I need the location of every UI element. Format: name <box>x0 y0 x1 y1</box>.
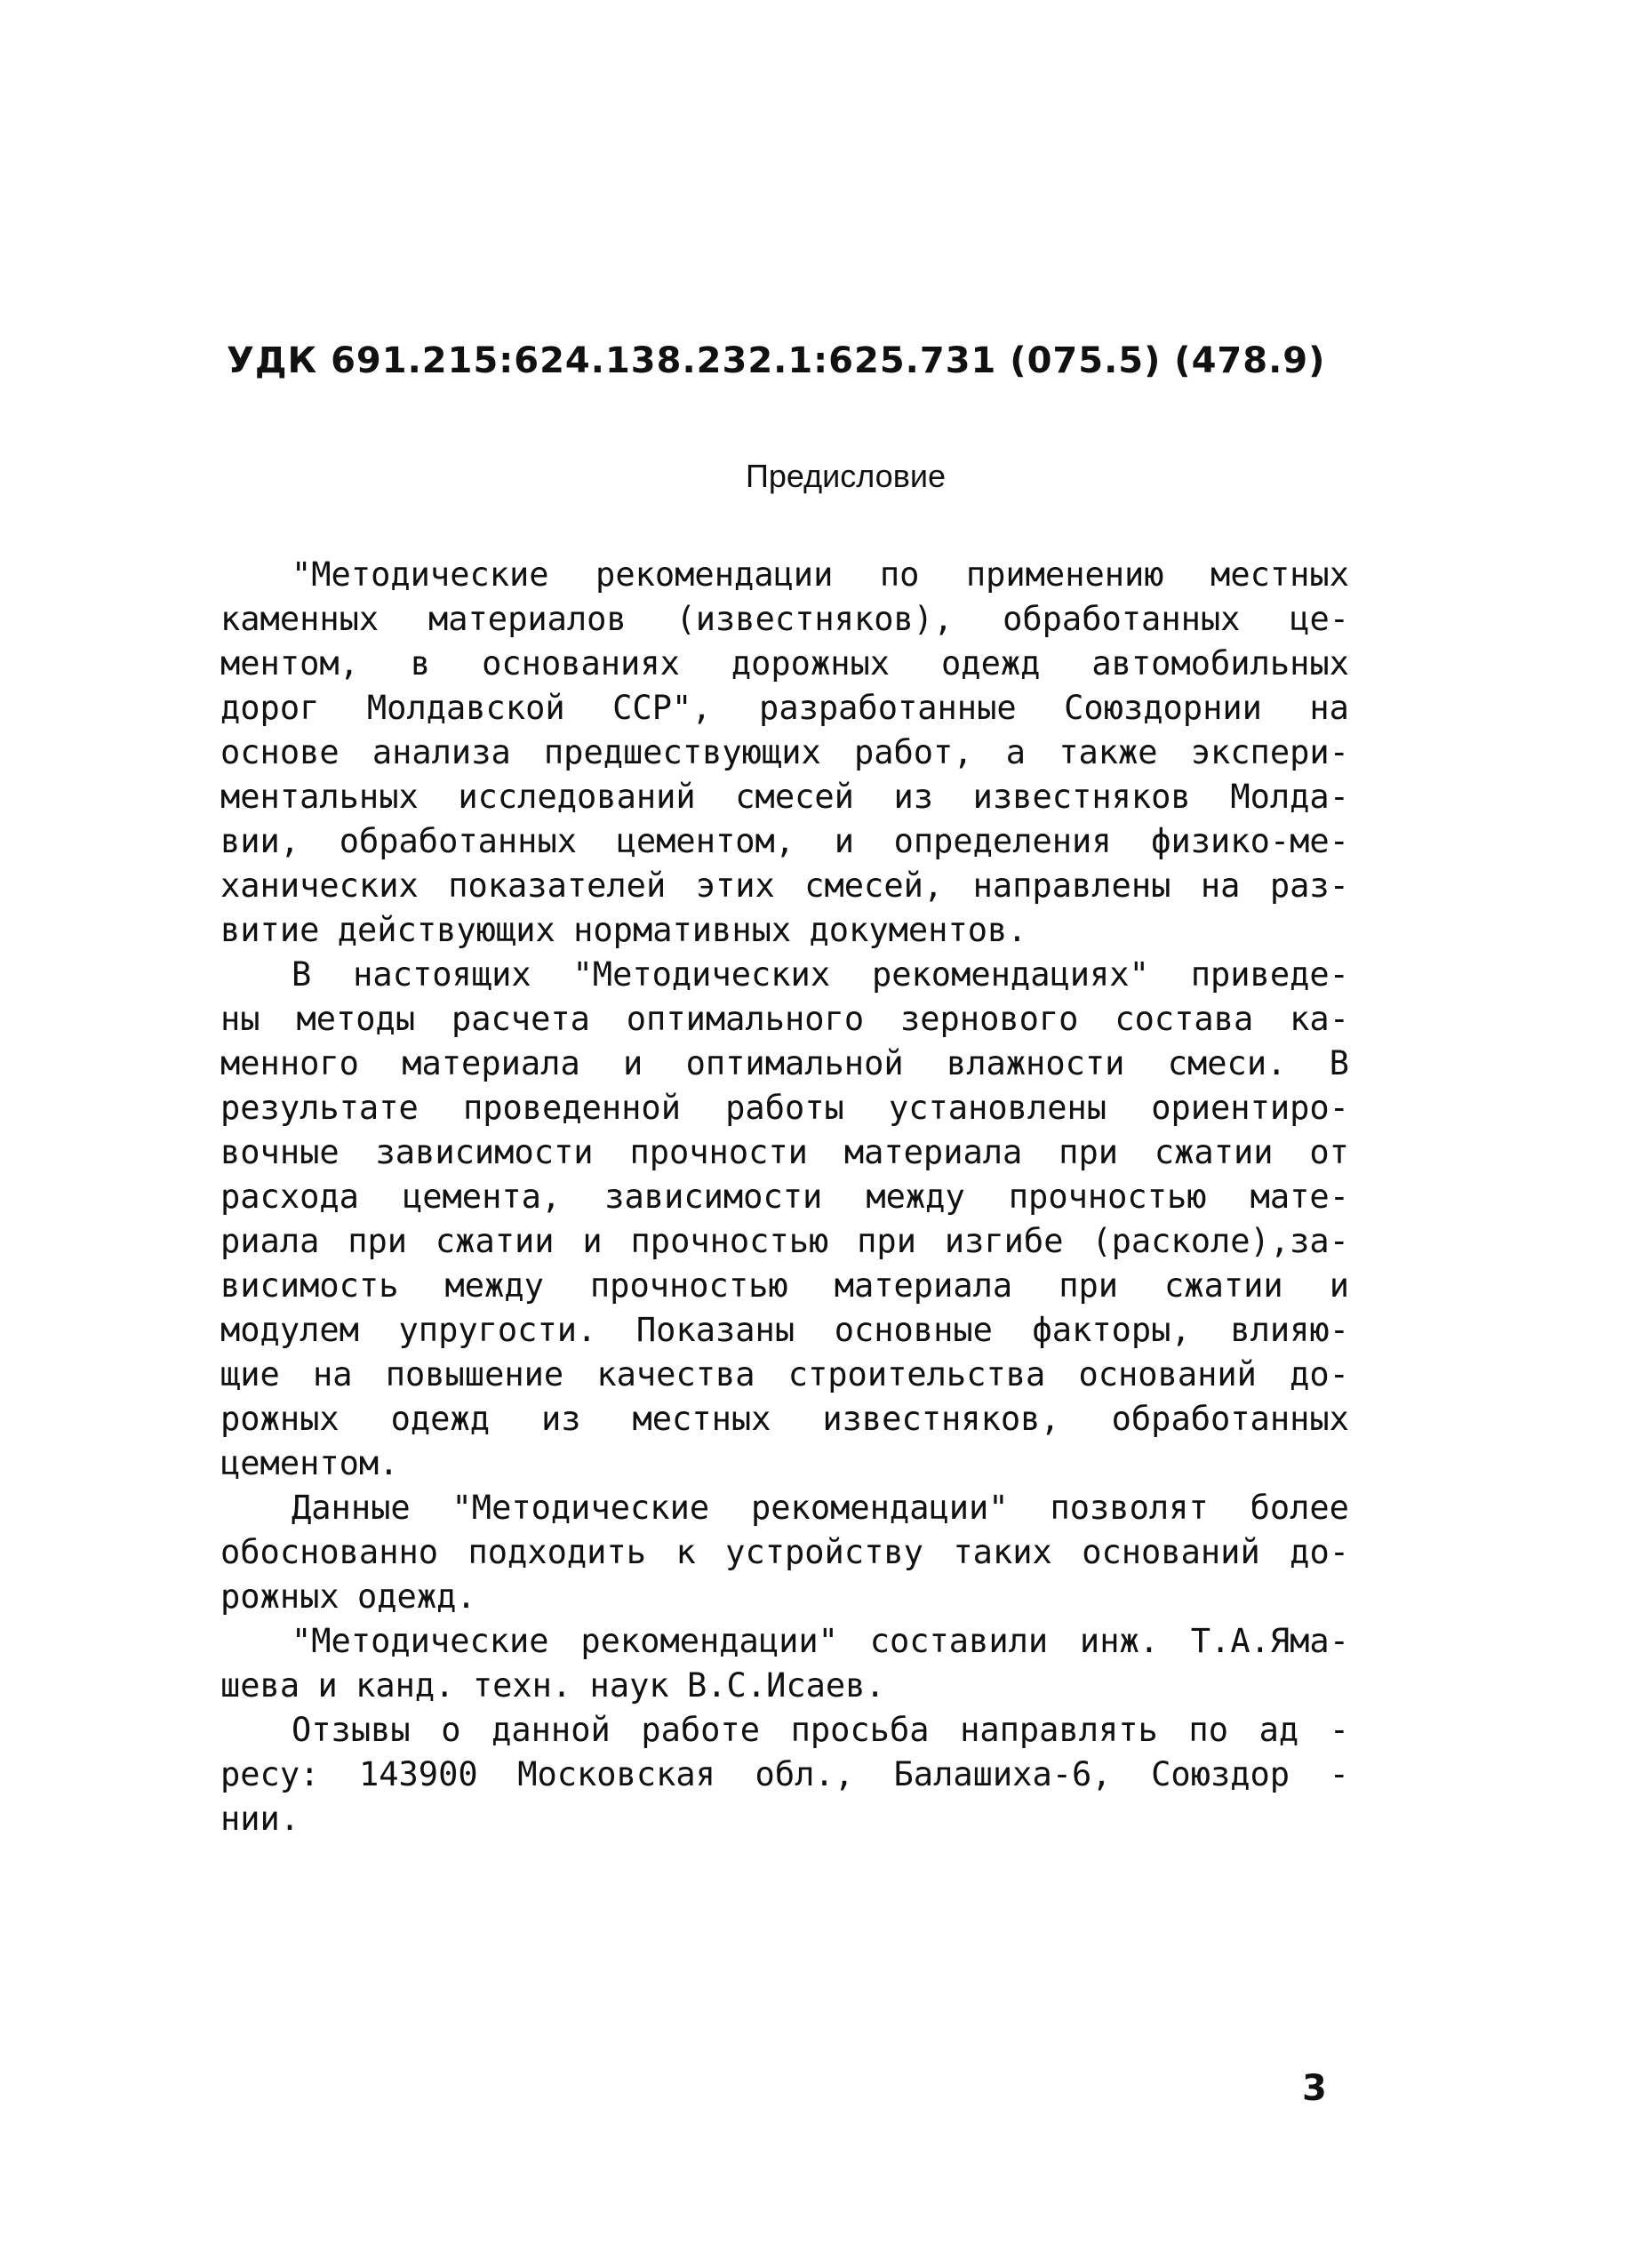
paragraph <box>220 953 1349 1486</box>
text-line: щие на повышение качества строительства оснований до- <box>220 1355 1349 1394</box>
page-number: 3 <box>1302 2068 1327 2109</box>
text-line: "Методические рекомендации по применению местных <box>292 555 1349 594</box>
body-text <box>220 553 1349 1841</box>
text-line: каменных материалов (известняков), обработанных це- <box>220 600 1349 638</box>
text-line: основе анализа предшествующих работ, а также экспери- <box>220 733 1349 771</box>
text-line: Данные "Методические рекомендации" позволят более <box>292 1489 1349 1527</box>
paragraph <box>220 1619 1349 1708</box>
text-line: менного материала и оптимальной влажности смеси. В <box>220 1044 1349 1082</box>
text-line: вии, обработанных цементом, и определения физико-ме- <box>220 822 1349 860</box>
paragraph <box>220 1486 1349 1619</box>
section-heading: Предисловие <box>746 458 946 494</box>
text-line: ханических показателей этих смесей, направлены на раз- <box>220 866 1349 905</box>
text-line: "Методические рекомендации" составили инж. Т.А.Яма- <box>292 1622 1349 1660</box>
paragraph <box>220 553 1349 953</box>
text-line: вочные зависимости прочности материала при сжатии от <box>220 1133 1349 1171</box>
text-line: обоснованно подходить к устройству таких оснований до- <box>220 1533 1349 1571</box>
paragraph <box>220 1708 1349 1841</box>
text-line: ресу: 143900 Московская обл., Балашиха-6, Союздор - <box>220 1755 1349 1793</box>
text-line: расхода цемента, зависимости между прочностью мате- <box>220 1178 1349 1216</box>
text-line: нии. <box>220 1800 300 1838</box>
text-line: шева и канд. техн. наук В.С.Исаев. <box>220 1666 885 1705</box>
text-line: риала при сжатии и прочностью при изгибе (расколе),за- <box>220 1222 1349 1260</box>
text-line: Отзывы о данной работе просьба направлять по ад - <box>292 1711 1349 1749</box>
text-line: висимость между прочностью материала при сжатии и <box>220 1266 1349 1305</box>
text-line: ментальных исследований смесей из известняков Молда- <box>220 778 1349 816</box>
text-line: дорог Молдавской ССР", разработанные Союздорнии на <box>220 689 1349 727</box>
text-line: рожных одежд. <box>220 1577 476 1616</box>
text-line: ментом, в основаниях дорожных одежд автомобильных <box>220 644 1349 683</box>
text-line: ны методы расчета оптимального зернового состава ка- <box>220 1000 1349 1038</box>
text-line: результате проведенной работы установлены ориентиро- <box>220 1089 1349 1127</box>
text-line: витие действующих нормативных документов. <box>220 911 1027 949</box>
text-line: модулем упругости. Показаны основные факторы, влияю- <box>220 1311 1349 1349</box>
text-line: цементом. <box>220 1444 399 1482</box>
udc-code: УДК 691.215:624.138.232.1:625.731 (075.5) (478.9) <box>227 340 1326 381</box>
text-line: В настоящих "Методических рекомендациях" приведе- <box>292 955 1349 994</box>
text-line: рожных одежд из местных известняков, обработанных <box>220 1400 1349 1438</box>
